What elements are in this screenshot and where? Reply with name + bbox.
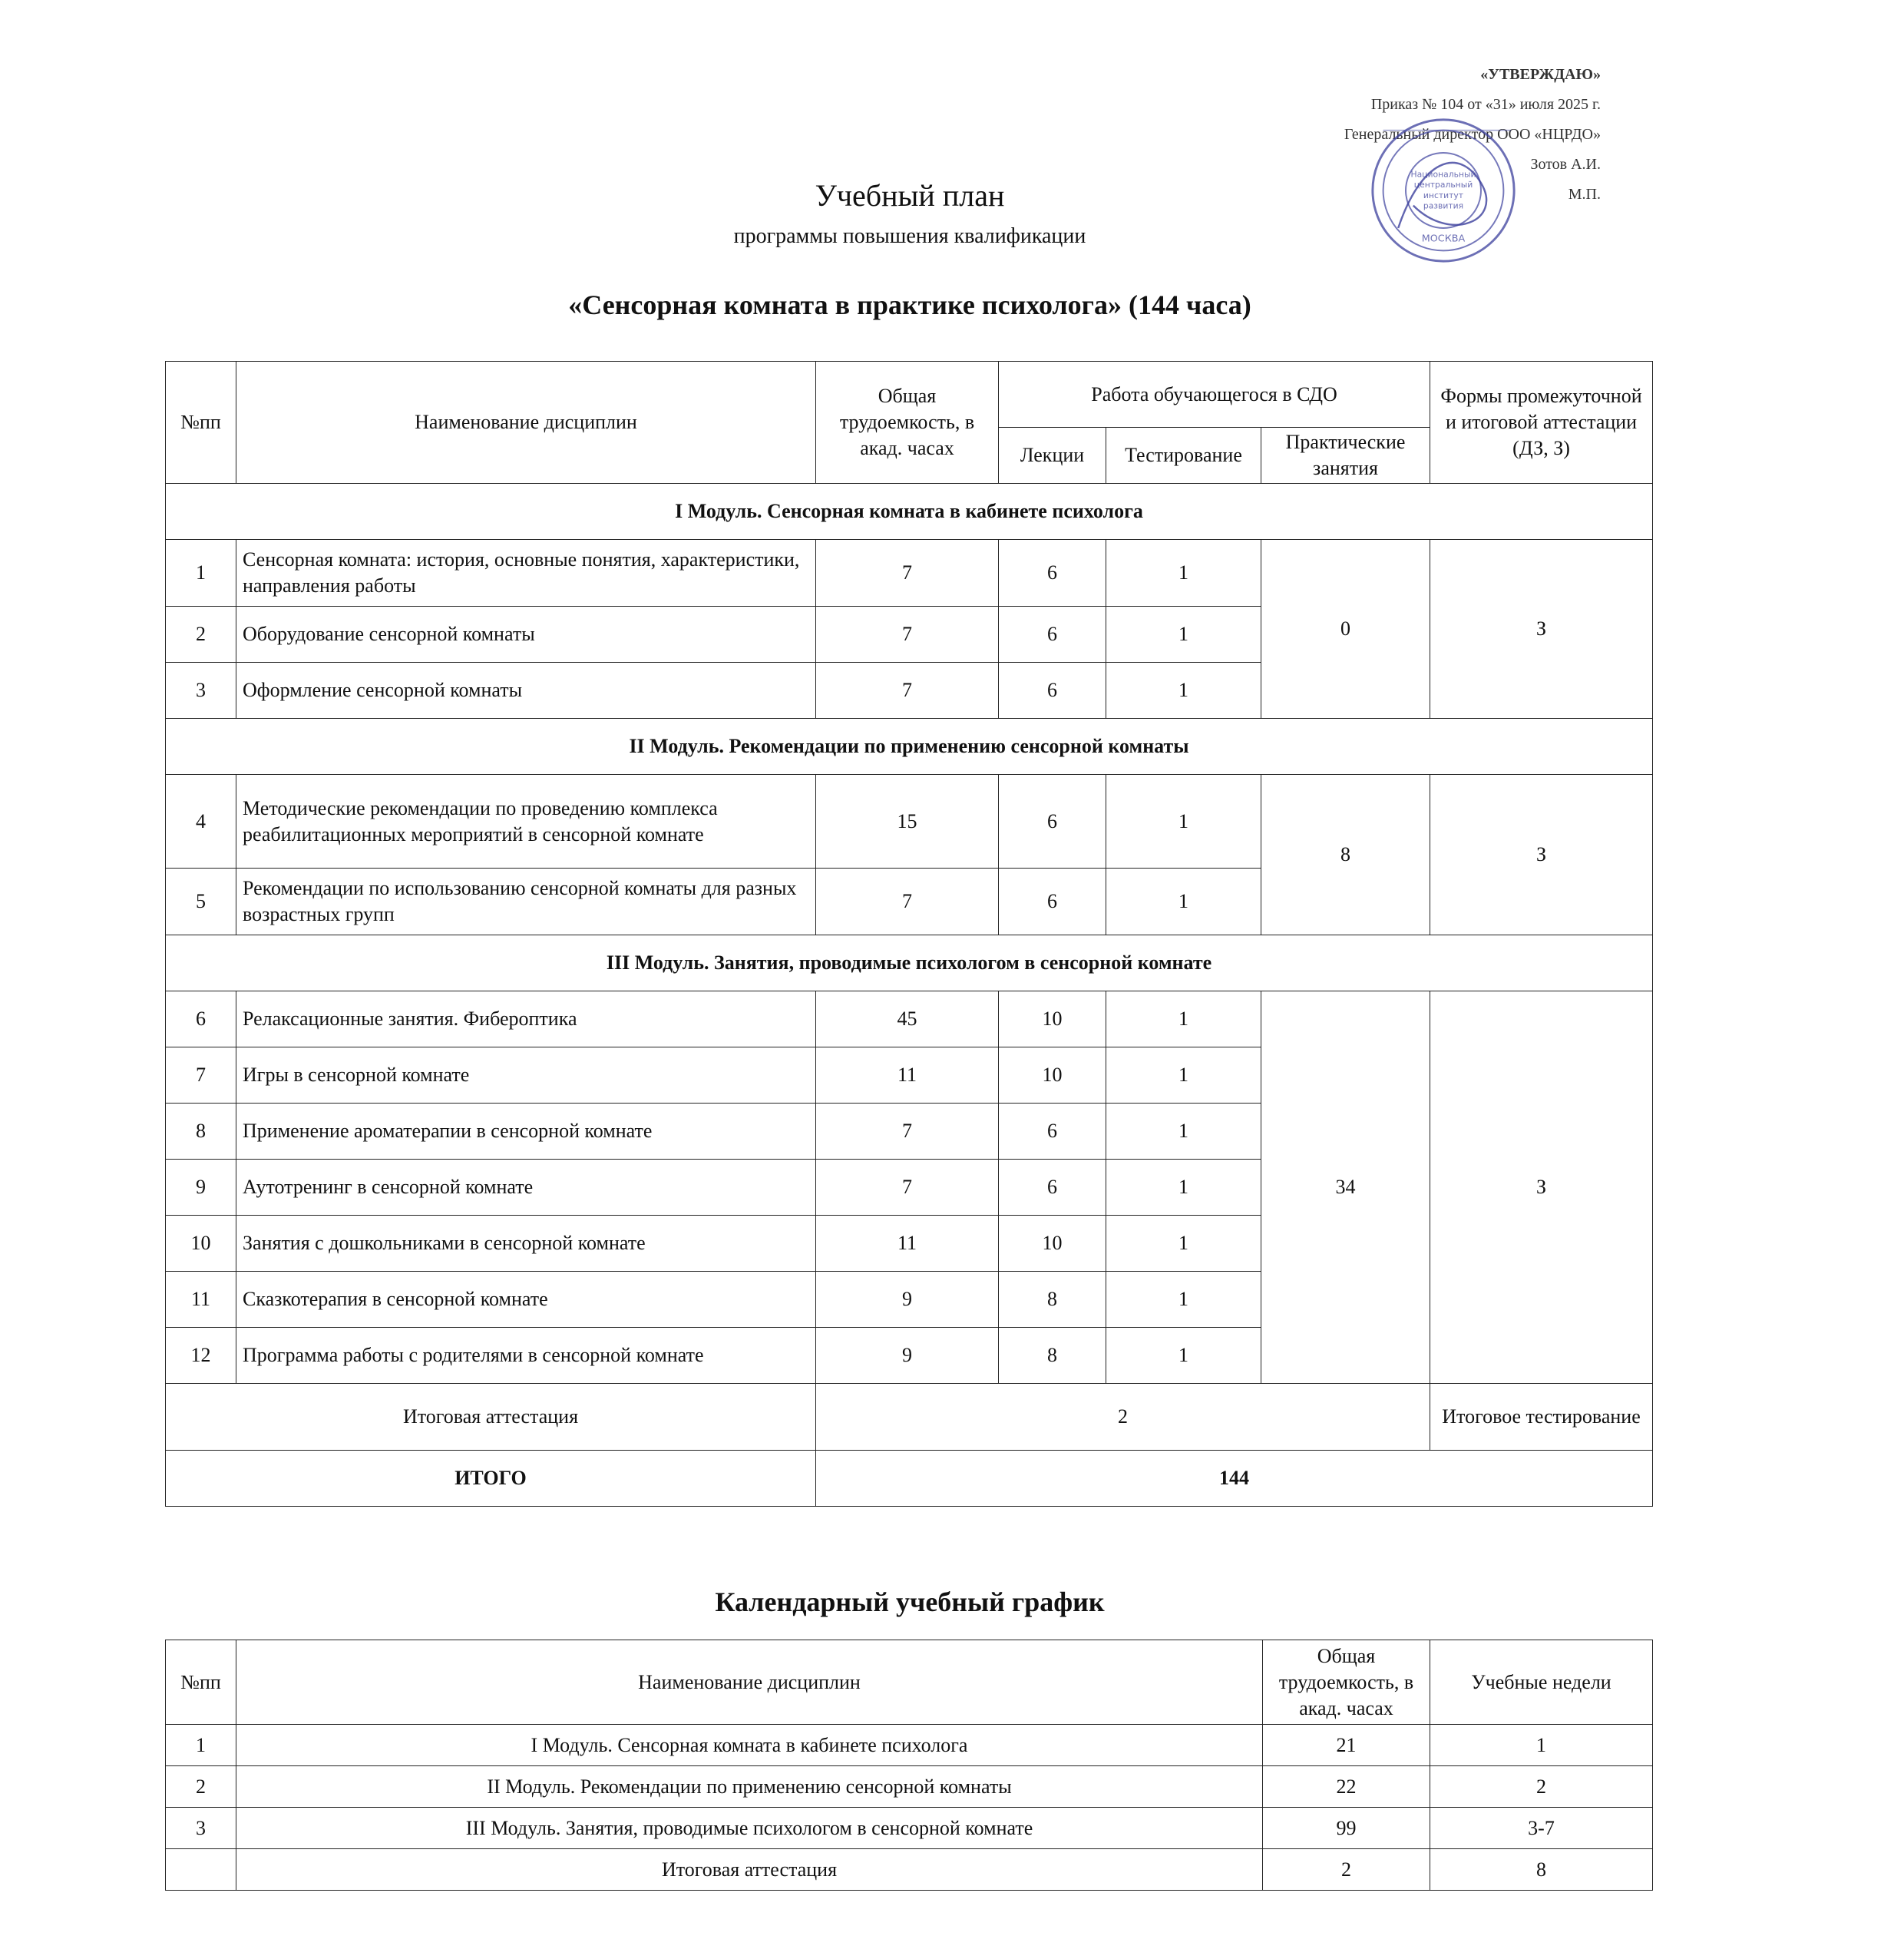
- row-num: 4: [166, 775, 236, 869]
- cal-row-weeks: 1: [1430, 1725, 1653, 1766]
- row-lectures: 8: [999, 1272, 1106, 1328]
- total-label: ИТОГО: [166, 1451, 816, 1507]
- row-total: 45: [816, 991, 999, 1047]
- row-num: 11: [166, 1272, 236, 1328]
- calendar-row: [166, 1849, 1653, 1891]
- calendar-row: [166, 1725, 1653, 1766]
- row-total: 7: [816, 1160, 999, 1216]
- row-lectures: 6: [999, 663, 1106, 719]
- calendar-row: [166, 1808, 1653, 1849]
- row-total: 7: [816, 607, 999, 663]
- row-testing: 1: [1106, 663, 1261, 719]
- calendar-header-row: [166, 1640, 1653, 1725]
- cal-row-weeks: 8: [1430, 1849, 1653, 1891]
- module-practical: 0: [1261, 540, 1430, 719]
- table-row: [166, 991, 1653, 1047]
- row-testing: 1: [1106, 540, 1261, 607]
- total-hours: 144: [816, 1451, 1653, 1507]
- row-num: 8: [166, 1104, 236, 1160]
- row-testing: 1: [1106, 1160, 1261, 1216]
- module-row: [166, 484, 1653, 540]
- module-practical: 8: [1261, 775, 1430, 935]
- row-total: 11: [816, 1216, 999, 1272]
- approval-position: Генеральный директор ООО «НЦРДО»: [1344, 126, 1601, 143]
- row-num: 6: [166, 991, 236, 1047]
- cal-header-num: №пп: [166, 1640, 236, 1725]
- cal-row-name: Итоговая аттестация: [236, 1849, 1263, 1891]
- row-lectures: 6: [999, 1160, 1106, 1216]
- cal-header-weeks: Учебные недели: [1430, 1640, 1653, 1725]
- row-name: Применение ароматерапии в сенсорной комнате: [236, 1104, 816, 1160]
- module-form: З: [1430, 991, 1653, 1384]
- row-testing: 1: [1106, 775, 1261, 869]
- module-title: II Модуль. Рекомендации по применению сенсорной комнаты: [166, 719, 1653, 775]
- header-forms: Формы промежуточной и итоговой аттестации (ДЗ, З): [1430, 362, 1653, 484]
- row-num: 5: [166, 869, 236, 935]
- module-form: З: [1430, 775, 1653, 935]
- header-testing: Тестирование: [1106, 428, 1261, 484]
- row-testing: 1: [1106, 869, 1261, 935]
- cal-header-name: Наименование дисциплин: [236, 1640, 1263, 1725]
- row-total: 9: [816, 1328, 999, 1384]
- row-lectures: 6: [999, 540, 1106, 607]
- row-total: 7: [816, 540, 999, 607]
- header-name: Наименование дисциплин: [236, 362, 816, 484]
- cal-row-num: 2: [166, 1766, 236, 1808]
- cal-row-num: 1: [166, 1725, 236, 1766]
- total-row: [166, 1451, 1653, 1507]
- final-label: Итоговая аттестация: [166, 1384, 816, 1451]
- row-name: Занятия с дошкольниками в сенсорной комнате: [236, 1216, 816, 1272]
- cal-row-total: 99: [1263, 1808, 1430, 1849]
- final-hours: 2: [816, 1384, 1430, 1451]
- row-lectures: 10: [999, 1047, 1106, 1104]
- row-lectures: 6: [999, 1104, 1106, 1160]
- calendar-table: [165, 1640, 1653, 1891]
- cal-row-total: 21: [1263, 1725, 1430, 1766]
- cal-row-weeks: 2: [1430, 1766, 1653, 1808]
- row-lectures: 6: [999, 775, 1106, 869]
- row-testing: 1: [1106, 1328, 1261, 1384]
- final-form: Итоговое тестирование: [1430, 1384, 1653, 1451]
- row-total: 7: [816, 869, 999, 935]
- module-row: [166, 719, 1653, 775]
- approval-name: Зотов А.И.: [1530, 156, 1601, 173]
- svg-text:центральный: центральный: [1413, 180, 1473, 190]
- header-num: №пп: [166, 362, 236, 484]
- row-name: Программа работы с родителями в сенсорной комнате: [236, 1328, 816, 1384]
- module-practical: 34: [1261, 991, 1430, 1384]
- row-num: 10: [166, 1216, 236, 1272]
- final-attestation-row: [166, 1384, 1653, 1451]
- row-name: Методические рекомендации по проведению комплекса реабилитационных мероприятий в сенсорной комнате: [236, 775, 816, 869]
- row-num: 9: [166, 1160, 236, 1216]
- row-name: Оборудование сенсорной комнаты: [236, 607, 816, 663]
- row-name: Игры в сенсорной комнате: [236, 1047, 816, 1104]
- row-total: 11: [816, 1047, 999, 1104]
- row-total: 7: [816, 1104, 999, 1160]
- approval-heading: «УТВЕРЖДАЮ»: [1480, 66, 1601, 83]
- row-num: 7: [166, 1047, 236, 1104]
- header-practical: Практические занятия: [1261, 428, 1430, 484]
- cal-row-num: [166, 1849, 236, 1891]
- page-subtitle: программы повышения квалификации: [733, 224, 1086, 248]
- row-num: 2: [166, 607, 236, 663]
- cal-row-name: III Модуль. Занятия, проводимые психологом в сенсорной комнате: [236, 1808, 1263, 1849]
- row-testing: 1: [1106, 1216, 1261, 1272]
- row-name: Сенсорная комната: история, основные понятия, характеристики, направления работы: [236, 540, 816, 607]
- row-lectures: 10: [999, 1216, 1106, 1272]
- module-row: [166, 935, 1653, 991]
- row-testing: 1: [1106, 1272, 1261, 1328]
- approval-order: Приказ № 104 от «31» июля 2025 г.: [1370, 96, 1601, 113]
- cal-row-num: 3: [166, 1808, 236, 1849]
- curriculum-table: [165, 361, 1653, 1507]
- row-total: 15: [816, 775, 999, 869]
- module-form: З: [1430, 540, 1653, 719]
- row-lectures: 8: [999, 1328, 1106, 1384]
- header-lectures: Лекции: [999, 428, 1106, 484]
- svg-text:институт: институт: [1423, 190, 1464, 200]
- cal-row-total: 22: [1263, 1766, 1430, 1808]
- row-name: Оформление сенсорной комнаты: [236, 663, 816, 719]
- row-name: Релаксационные занятия. Фибероптика: [236, 991, 816, 1047]
- svg-text:МОСКВА: МОСКВА: [1421, 233, 1466, 245]
- calendar-title: Календарный учебный график: [715, 1587, 1105, 1617]
- row-num: 3: [166, 663, 236, 719]
- row-num: 12: [166, 1328, 236, 1384]
- table-header-row: [166, 362, 1653, 428]
- cal-row-total: 2: [1263, 1849, 1430, 1891]
- row-total: 7: [816, 663, 999, 719]
- row-lectures: 6: [999, 607, 1106, 663]
- page-title: Учебный план: [815, 178, 1005, 213]
- row-num: 1: [166, 540, 236, 607]
- cal-row-name: I Модуль. Сенсорная комната в кабинете психолога: [236, 1725, 1263, 1766]
- row-testing: 1: [1106, 1104, 1261, 1160]
- row-name: Сказкотерапия в сенсорной комнате: [236, 1272, 816, 1328]
- header-sdo: Работа обучающегося в СДО: [999, 362, 1430, 428]
- svg-text:развития: развития: [1423, 200, 1464, 211]
- svg-text:Национальный: Национальный: [1410, 169, 1476, 180]
- program-title: «Сенсорная комната в практике психолога» (144 часа): [568, 290, 1251, 320]
- cal-row-name: II Модуль. Рекомендации по применению сенсорной комнаты: [236, 1766, 1263, 1808]
- row-name: Аутотренинг в сенсорной комнате: [236, 1160, 816, 1216]
- row-testing: 1: [1106, 607, 1261, 663]
- module-title: III Модуль. Занятия, проводимые психологом в сенсорной комнате: [166, 935, 1653, 991]
- module-title: I Модуль. Сенсорная комната в кабинете психолога: [166, 484, 1653, 540]
- cal-row-weeks: 3-7: [1430, 1808, 1653, 1849]
- table-row: [166, 775, 1653, 869]
- header-total: Общая трудоемкость, в акад. часах: [816, 362, 999, 484]
- row-name: Рекомендации по использованию сенсорной комнаты для разных возрастных групп: [236, 869, 816, 935]
- approval-stamp-place: М.П.: [1568, 186, 1601, 203]
- cal-header-total: Общая трудоемкость, в акад. часах: [1263, 1640, 1430, 1725]
- calendar-row: [166, 1766, 1653, 1808]
- row-total: 9: [816, 1272, 999, 1328]
- row-testing: 1: [1106, 991, 1261, 1047]
- row-testing: 1: [1106, 1047, 1261, 1104]
- row-lectures: 10: [999, 991, 1106, 1047]
- table-row: [166, 540, 1653, 607]
- row-lectures: 6: [999, 869, 1106, 935]
